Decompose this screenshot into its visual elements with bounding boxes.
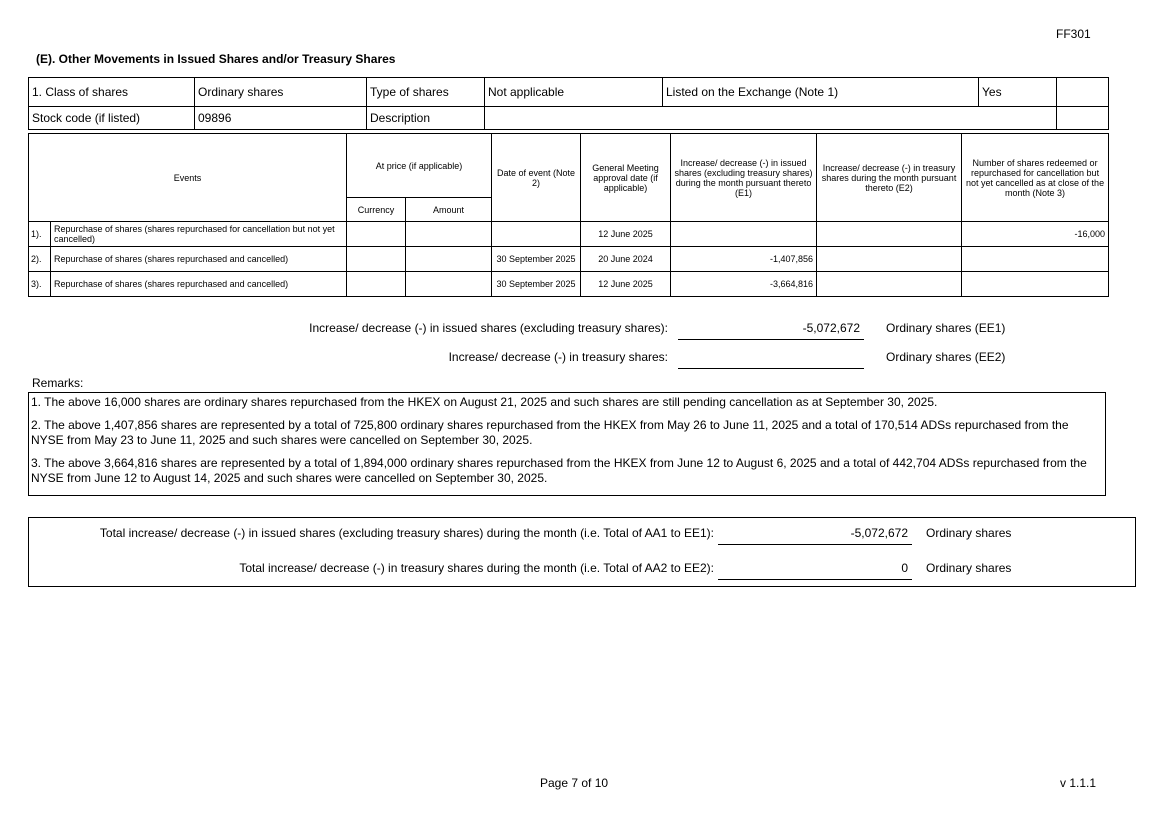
total-issued-unit: Ordinary shares <box>926 526 1012 540</box>
row-amount <box>406 247 492 272</box>
row-e1 <box>671 222 817 247</box>
type-of-shares-label: Type of shares <box>367 78 485 107</box>
row-date: 30 September 2025 <box>492 247 581 272</box>
row-e2 <box>817 247 962 272</box>
stock-code-value: 09896 <box>195 107 367 130</box>
type-of-shares-value: Not applicable <box>485 78 663 107</box>
total-treasury-label: Total increase/ decrease (-) in treasury shares during the month (i.e. Total of AA2 to EE2): <box>239 561 714 575</box>
row-index: 1). <box>29 222 51 247</box>
total-issued-value: -5,072,672 <box>718 526 912 545</box>
row-event: Repurchase of shares (shares repurchased for cancellation but not yet cancelled) <box>51 222 347 247</box>
ee1-unit: Ordinary shares (EE1) <box>886 321 1006 335</box>
row-e1: -3,664,816 <box>671 272 817 297</box>
blank-cell <box>1057 78 1109 107</box>
row-amount <box>406 222 492 247</box>
events-table <box>28 133 1109 297</box>
row-currency <box>347 247 406 272</box>
row-currency <box>347 222 406 247</box>
ee1-label: Increase/ decrease (-) in issued shares (excluding treasury shares): <box>309 321 668 335</box>
row-gm-date: 20 June 2024 <box>581 247 671 272</box>
row-e1: -1,407,856 <box>671 247 817 272</box>
version-label: v 1.1.1 <box>1060 776 1097 790</box>
total-treasury-value: 0 <box>718 561 912 580</box>
class-of-shares-value: Ordinary shares <box>195 78 367 107</box>
remark-item: 3. The above 3,664,816 shares are represented by a total of 1,894,000 ordinary shares repurchased from the HKEX from June 12 to August 6, 2025 and a total of 442,704 ADSs repurchased from the NYSE from June 12 to August 14, 2025 and such shares were cancelled on September 30, 2025. <box>31 456 1087 485</box>
form-code: FF301 <box>1056 27 1091 41</box>
ee2-value <box>678 350 864 369</box>
header-e2: Increase/ decrease (-) in treasury shares during the month pursuant thereto (E2) <box>817 134 962 222</box>
row-date <box>492 222 581 247</box>
description-value <box>485 107 1057 130</box>
remarks-label: Remarks: <box>32 376 84 390</box>
page-number: Page 7 of 10 <box>540 776 609 790</box>
header-date-of-event: Date of event (Note 2) <box>492 134 581 222</box>
row-index: 3). <box>29 272 51 297</box>
row-redeemed <box>962 272 1109 297</box>
table-row <box>29 247 1109 272</box>
listed-label: Listed on the Exchange (Note 1) <box>663 78 979 107</box>
header-amount: Amount <box>406 198 492 222</box>
total-issued-label: Total increase/ decrease (-) in issued shares (excluding treasury shares) during the month (i.e. Total of AA1 to EE1): <box>99 526 714 540</box>
row-event: Repurchase of shares (shares repurchased and cancelled) <box>51 247 347 272</box>
row-currency <box>347 272 406 297</box>
header-gm-approval: General Meeting approval date (if applicable) <box>581 134 671 222</box>
remark-item: 2. The above 1,407,856 shares are represented by a total of 725,800 ordinary shares repurchased from the HKEX from May 26 to June 11, 2025 and a total of 170,514 ADSs repurchased from the NYSE from May 23 to June 11, 2025 and such shares were cancelled on September 30, 2025. <box>31 418 1069 447</box>
row-redeemed <box>962 247 1109 272</box>
remarks-box <box>28 392 1106 496</box>
row-event: Repurchase of shares (shares repurchased and cancelled) <box>51 272 347 297</box>
row-gm-date: 12 June 2025 <box>581 272 671 297</box>
header-redeemed: Number of shares redeemed or repurchased for cancellation but not yet cancelled as at close of the month (Note 3) <box>962 134 1109 222</box>
table-row <box>29 222 1109 247</box>
listed-value: Yes <box>979 78 1057 107</box>
row-date: 30 September 2025 <box>492 272 581 297</box>
row-redeemed: -16,000 <box>962 222 1109 247</box>
row-e2 <box>817 222 962 247</box>
remark-item: 1. The above 16,000 shares are ordinary shares repurchased from the HKEX on August 21, 2025 and such shares are still pending cancellation as at September 30, 2025. <box>31 395 938 409</box>
ee2-unit: Ordinary shares (EE2) <box>886 350 1006 364</box>
description-label: Description <box>367 107 485 130</box>
section-title: (E). Other Movements in Issued Shares and/or Treasury Shares <box>36 52 396 66</box>
row-index: 2). <box>29 247 51 272</box>
row-e2 <box>817 272 962 297</box>
header-e1: Increase/ decrease (-) in issued shares (excluding treasury shares) during the month pursuant thereto (E1) <box>671 134 817 222</box>
header-events: Events <box>29 134 347 222</box>
stock-code-label: Stock code (if listed) <box>29 107 195 130</box>
blank-cell <box>1057 107 1109 130</box>
header-at-price: At price (if applicable) <box>347 134 492 198</box>
total-treasury-unit: Ordinary shares <box>926 561 1012 575</box>
row-gm-date: 12 June 2025 <box>581 222 671 247</box>
ee2-label: Increase/ decrease (-) in treasury shares: <box>448 350 668 364</box>
class-of-shares-label: 1. Class of shares <box>29 78 195 107</box>
row-amount <box>406 272 492 297</box>
ee1-value: -5,072,672 <box>678 321 864 340</box>
share-info-table <box>28 77 1109 130</box>
table-row <box>29 272 1109 297</box>
header-currency: Currency <box>347 198 406 222</box>
